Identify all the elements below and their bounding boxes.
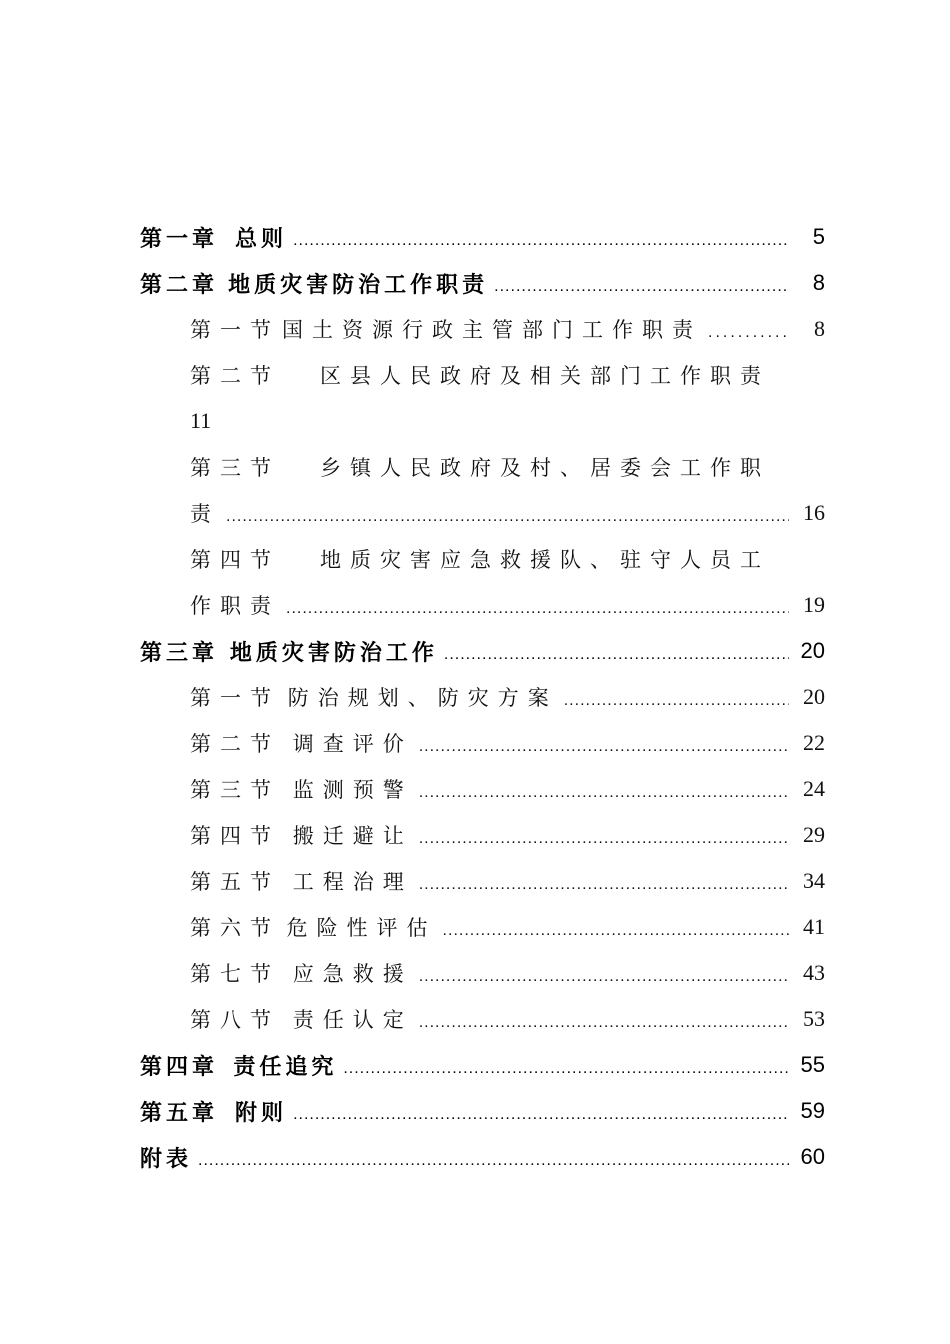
chapter-title: 地质灾害防治工作职责 [228, 272, 489, 298]
chapter-label: 第四章 [140, 1054, 219, 1080]
page-number: 8 [814, 316, 825, 341]
page-number: 19 [803, 592, 825, 617]
page-number: 43 [803, 960, 825, 985]
dot-leader [708, 322, 789, 342]
dot-leader [564, 690, 789, 710]
dot-leader [226, 506, 789, 526]
section-label: 第七节 [190, 962, 280, 986]
chapter-label: 第二章 [140, 272, 219, 298]
section-title: 防治规划、防灾方案 [287, 686, 558, 710]
dot-leader [419, 782, 789, 802]
section-label: 第一节 [190, 686, 280, 710]
section-title: 危险性评估 [286, 916, 437, 940]
page-number: 8 [812, 270, 825, 295]
table-of-contents [140, 214, 825, 1180]
dot-leader [419, 966, 789, 986]
section-title: 区县人民政府及相关部门工作职责 [320, 364, 770, 388]
toc-section-3-2[interactable] [140, 720, 825, 766]
dot-leader [293, 1104, 789, 1124]
dot-leader [419, 874, 789, 894]
dot-leader [419, 736, 789, 756]
toc-chapter-4[interactable] [140, 1042, 825, 1088]
chapter-title: 责任追究 [233, 1054, 338, 1080]
page-number: 60 [800, 1144, 825, 1169]
section-title-line-2: 作职责 [190, 594, 280, 618]
section-title: 应急救援 [292, 962, 413, 986]
section-title: 调查评价 [292, 732, 413, 756]
toc-chapter-5[interactable] [140, 1088, 825, 1134]
toc-section-2-1[interactable] [140, 306, 825, 352]
section-label: 第二节 [190, 364, 280, 388]
toc-section-3-6[interactable] [140, 904, 825, 950]
chapter-label: 第五章 [140, 1100, 219, 1126]
section-title: 工程治理 [292, 870, 413, 894]
page-number: 20 [803, 684, 825, 709]
section-label: 第一节 [190, 318, 280, 342]
page-number: 11 [190, 408, 212, 433]
page-number: 59 [800, 1098, 825, 1123]
chapter-title: 总则 [235, 226, 288, 252]
toc-section-3-3[interactable] [140, 766, 825, 812]
section-label: 第三节 [190, 778, 280, 802]
page-number: 55 [800, 1052, 825, 1077]
section-label: 第六节 [190, 916, 280, 940]
page-number: 24 [803, 776, 825, 801]
toc-appendix[interactable] [140, 1134, 825, 1180]
dot-leader [343, 1058, 789, 1078]
page-number: 41 [803, 914, 825, 939]
section-title-line-1: 地质灾害应急救援队、驻守人员工 [320, 548, 770, 572]
page-number: 53 [803, 1006, 825, 1031]
page-number: 20 [800, 638, 825, 663]
toc-section-2-3-cont[interactable] [140, 490, 825, 536]
page-number: 22 [803, 730, 825, 755]
chapter-label: 第一章 [140, 226, 219, 252]
toc-section-3-1[interactable] [140, 674, 825, 720]
page-number: 16 [803, 500, 825, 525]
toc-chapter-1[interactable] [140, 214, 825, 260]
dot-leader [293, 230, 789, 250]
section-label: 第四节 [190, 548, 280, 572]
chapter-title: 附则 [235, 1100, 288, 1126]
dot-leader [444, 644, 789, 664]
toc-section-3-4[interactable] [140, 812, 825, 858]
section-title: 监测预警 [292, 778, 413, 802]
toc-section-3-8[interactable] [140, 996, 825, 1042]
section-title: 搬迁避让 [292, 824, 413, 848]
page-number: 29 [803, 822, 825, 847]
section-title: 责任认定 [292, 1008, 413, 1032]
dot-leader [198, 1150, 789, 1170]
section-title: 国土资源行政主管部门工作职责 [282, 318, 703, 342]
chapter-label: 第三章 [140, 640, 219, 666]
page-number: 34 [803, 868, 825, 893]
dot-leader [443, 920, 789, 940]
chapter-title: 地质灾害防治工作 [229, 640, 438, 666]
dot-leader [419, 828, 789, 848]
toc-chapter-2[interactable] [140, 260, 825, 306]
toc-section-2-3[interactable] [140, 444, 825, 490]
section-label: 第三节 [190, 456, 280, 480]
toc-section-2-4-cont[interactable] [140, 582, 825, 628]
toc-section-3-7[interactable] [140, 950, 825, 996]
toc-section-3-5[interactable] [140, 858, 825, 904]
page-number: 5 [812, 224, 825, 249]
dot-leader [419, 1012, 789, 1032]
section-label: 第八节 [190, 1008, 280, 1032]
dot-leader [286, 598, 789, 618]
dot-leader [494, 276, 789, 296]
toc-chapter-3[interactable] [140, 628, 825, 674]
appendix-title: 附表 [140, 1146, 193, 1172]
section-label: 第四节 [190, 824, 280, 848]
toc-section-2-4[interactable] [140, 536, 825, 582]
section-label: 第二节 [190, 732, 280, 756]
section-title-line-2: 责 [190, 502, 220, 526]
section-title-line-1: 乡镇人民政府及村、居委会工作职 [320, 456, 770, 480]
section-label: 第五节 [190, 870, 280, 894]
toc-section-2-2[interactable] [140, 352, 825, 398]
toc-section-2-2-page[interactable] [140, 398, 825, 444]
